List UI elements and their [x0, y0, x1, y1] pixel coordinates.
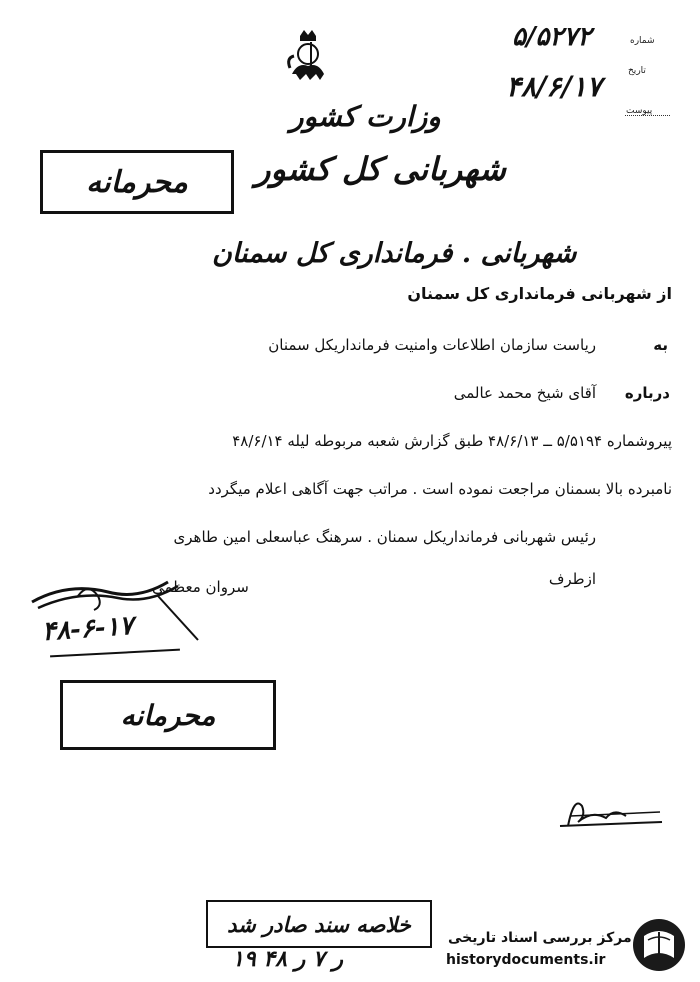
footer-site: historydocuments.ir	[446, 952, 606, 968]
police-title: شهربانی کل کشور	[255, 150, 506, 188]
confidential-stamp-mid-text: محرمانه	[120, 698, 216, 732]
to-label: به	[653, 336, 668, 354]
handwritten-date: ۴۸-۶-۱۷	[41, 610, 135, 648]
date-value: ۴۸/۶/۱۷	[506, 70, 602, 103]
attachment-line	[625, 115, 670, 116]
date-label: تاریخ	[628, 66, 646, 76]
on-behalf-label: ازطرف	[548, 570, 596, 588]
body-line-2: نامبرده بالا بسمنان مراجعت نموده است . مراتب جهت آگاهی اعلام میگردد	[208, 480, 672, 498]
confidential-stamp-top-text: محرمانه	[86, 164, 188, 200]
bottom-signature	[530, 786, 670, 846]
archive-logo-icon	[630, 916, 688, 974]
summary-stamp	[206, 900, 432, 948]
summary-stamp-text: خلاصه سند صادر شد	[227, 911, 411, 937]
letter-from: از شهربانی فرمانداری کل سمنان	[407, 284, 672, 303]
subject-label: درباره	[624, 384, 670, 402]
attachment-label: پیوست	[626, 106, 653, 116]
lion-and-sun-emblem-icon	[280, 28, 336, 88]
number-label: شماره	[630, 36, 655, 46]
confidential-stamp-top	[40, 150, 234, 214]
bottom-handwritten-numbers: ۱۹ ر ۷ ر ۴۸	[232, 946, 344, 972]
to-value: ریاست سازمان اطلاعات وامنیت فرمانداریکل سمنان	[268, 336, 596, 354]
confidential-stamp-mid	[60, 680, 276, 750]
body-line-3: رئیس شهربانی فرمانداریکل سمنان . سرهنگ عباسعلی امین طاهری	[173, 528, 596, 546]
rank-name: سروان معظمی	[152, 578, 249, 596]
subject-value: آقای شیخ محمد عالمی	[453, 384, 596, 402]
body-line-1: پیروشماره ۵/۵۱۹۴ ــ ۴۸/۶/۱۳ طبق گزارش شعبه مربوطه لیله ۴۸/۶/۱۴	[232, 432, 672, 450]
date-underline	[50, 649, 180, 658]
department-title: شهربانی . فرمانداری کل سمنان	[212, 238, 577, 269]
footer-org-name: مرکز بررسی اسناد تاریخی	[448, 930, 632, 946]
ministry-title: وزارت کشور	[290, 100, 441, 133]
number-value: ۵/۵۲۷۲	[512, 22, 592, 52]
